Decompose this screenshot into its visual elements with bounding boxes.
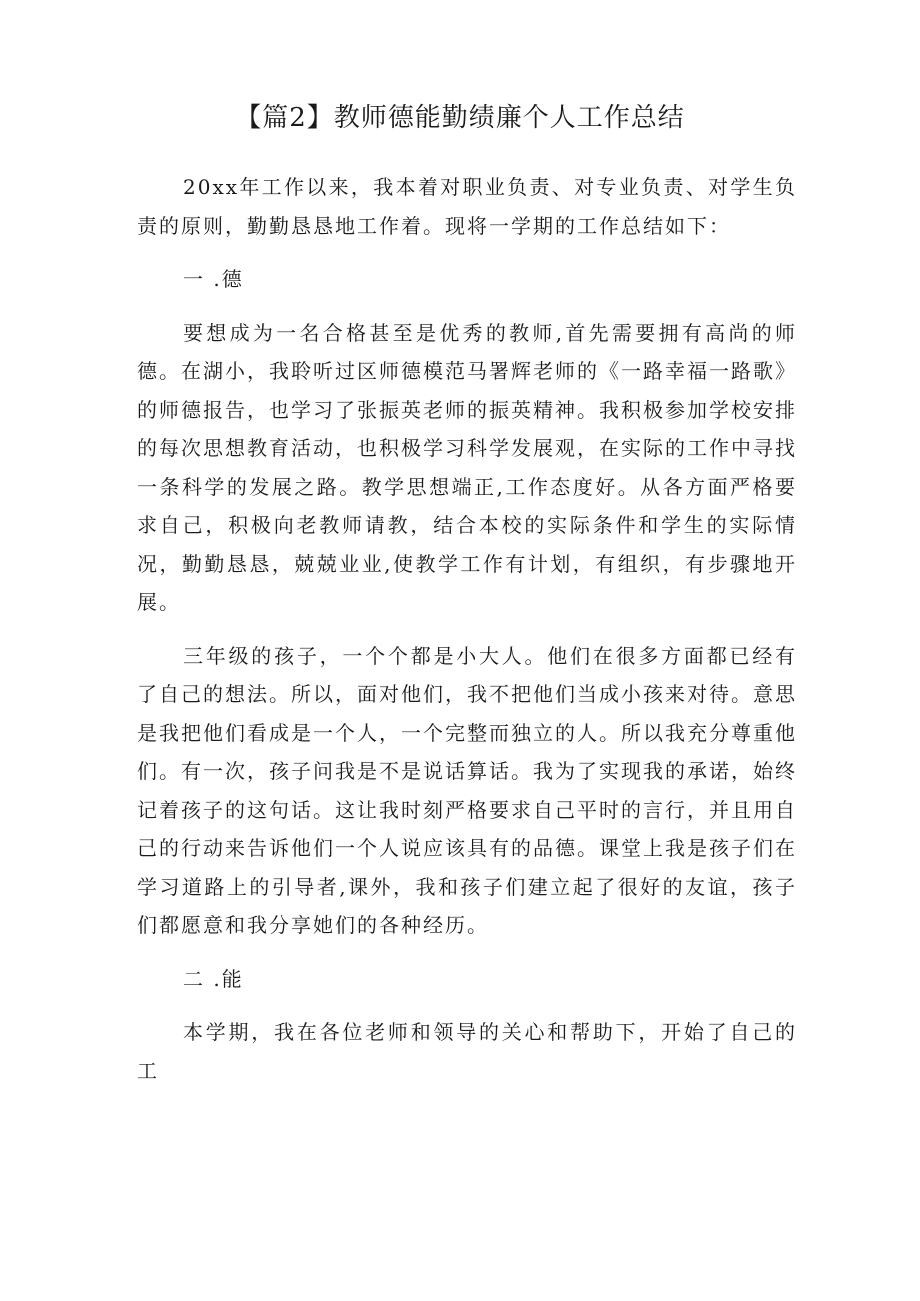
paragraph-neng-1: 本学期，我在各位老师和领导的关心和帮助下，开始了自己的工 xyxy=(137,1020,797,1083)
paragraph-intro: 20xx年工作以来，我本着对职业负责、对专业负责、对学生负责的原则，勤勤恳恳地工作着。现将一学期的工作总结如下： xyxy=(137,175,797,238)
document-body xyxy=(137,168,797,1105)
document-title: 【篇2】教师德能勤绩廉个人工作总结 xyxy=(235,103,685,133)
section-heading-neng: 二 .能 xyxy=(183,966,244,991)
paragraph-de-2: 三年级的孩子，一个个都是小大人。他们在很多方面都已经有了自己的想法。所以，面对他们，我不把他们当成小孩来对待。意思是我把他们看成是一个人，一个完整而独立的人。所以我充分尊重他们。有一次，孩子问我是不是说话算话。我为了实现我的承诺，始终记着孩子的这句话。这让我时刻严格要求自己平时的言行，并且用自己的行动来告诉他们一个人说应该具有的品德。课堂上我是孩子们在学习道路上的引导者,课外，我和孩子们建立起了很好的友谊，孩子们都愿意和我分享她们的各种经历。 xyxy=(137,643,797,937)
paragraph-de-1: 要想成为一名合格甚至是优秀的教师,首先需要拥有高尚的师德。在湖小，我聆听过区师德模范马署辉老师的《一路幸福一路歌》的师德报告，也学习了张振英老师的振英精神。我积极参加学校安排的每次思想教育活动，也积极学习科学发展观，在实际的工作中寻找一条科学的发展之路。教学思想端正,工作态度好。从各方面严格要求自己，积极向老教师请教，结合本校的实际条件和学生的实际情况，勤勤恳恳，兢兢业业,使教学工作有计划，有组织，有步骤地开展。 xyxy=(137,320,797,614)
section-heading-de: 一 .德 xyxy=(183,267,244,291)
